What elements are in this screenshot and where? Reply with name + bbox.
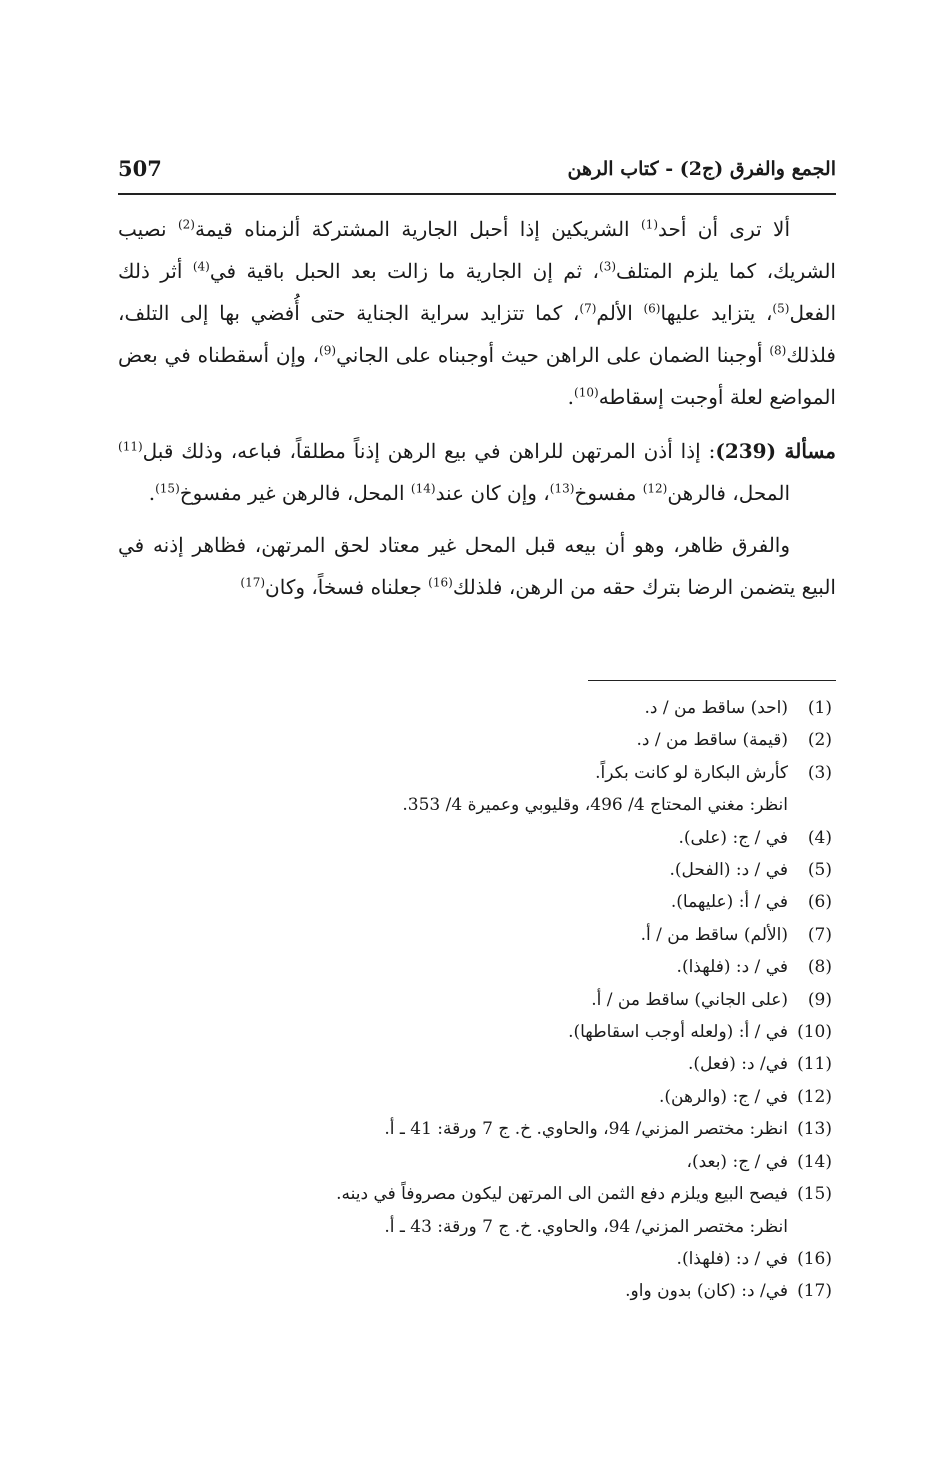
footnote-text: (الألم) ساقط من / أ. bbox=[640, 924, 788, 945]
footnote bbox=[212, 1146, 832, 1178]
text-run: أوجبنا الضمان على الراهن حيث أوجبناه على الجاني bbox=[336, 343, 770, 367]
text-run: ، ثم إن الجارية ما زالت بعد الحبل باقية في bbox=[209, 259, 600, 283]
footnote bbox=[212, 724, 832, 756]
footnote-number: (2) bbox=[807, 730, 832, 751]
page-number: 507 bbox=[118, 156, 162, 181]
footnote-text: في / أ: (ولعله أوجب اسقاطها). bbox=[568, 1022, 788, 1043]
footnote bbox=[212, 822, 832, 854]
footnote-number: (8) bbox=[807, 957, 832, 978]
footnote-number: (17) bbox=[797, 1281, 832, 1302]
footnote bbox=[212, 919, 832, 951]
footnote-text: في / ج: (بعد)، bbox=[686, 1151, 788, 1172]
footnotes bbox=[212, 692, 832, 1308]
masala-heading: مسألة (239) bbox=[715, 439, 837, 463]
footnote-text: في / د: (الفحل). bbox=[669, 860, 788, 881]
text-run: الألم bbox=[596, 301, 644, 325]
text-run: . bbox=[567, 385, 575, 409]
footnote-text: في/ د: (كان) بدون واو. bbox=[625, 1281, 788, 1302]
footnote-ref: (4) bbox=[192, 259, 210, 274]
text-run: ، يتزايد عليها bbox=[660, 301, 773, 325]
footnote-text: (على الجاني) ساقط من / أ. bbox=[591, 989, 788, 1010]
footnote-text: في / ج: (والرهن). bbox=[658, 1086, 788, 1107]
footnote-number: (15) bbox=[797, 1184, 832, 1205]
footnote bbox=[212, 1275, 832, 1307]
text-run: المحل، فالرهن bbox=[667, 481, 790, 505]
footnote-ref: (2) bbox=[177, 217, 195, 232]
paragraph-masala-239 bbox=[118, 430, 836, 514]
text-run: . bbox=[148, 481, 156, 505]
footnote-number: (3) bbox=[807, 762, 832, 783]
footnote bbox=[212, 951, 832, 983]
main-text bbox=[118, 208, 836, 608]
text-run: أثر ذلك الفعل bbox=[118, 259, 836, 325]
footnote-ref: (13) bbox=[549, 481, 575, 496]
footnote-text: (قيمة) ساقط من / د. bbox=[636, 730, 788, 751]
footnote-ref: (15) bbox=[155, 481, 180, 496]
footnote-text: في / أ: (عليهما). bbox=[670, 892, 788, 913]
footnote-ref: (5) bbox=[772, 301, 790, 316]
footnote-number: (1) bbox=[807, 698, 832, 718]
footnote-ref: (8) bbox=[769, 343, 787, 358]
footnote-text: (احد) ساقط من / د. bbox=[644, 698, 788, 718]
footnote-number: (10) bbox=[797, 1022, 832, 1043]
footnote-ref: (17) bbox=[240, 575, 266, 590]
footnote-ref: (3) bbox=[599, 259, 617, 274]
footnote-number: (16) bbox=[797, 1248, 832, 1269]
text-run: ، وإن أسقطناه في بعض المواضع لعلة أوجبت إسقاطه bbox=[118, 343, 836, 409]
text-run: ، كما تتزايد سراية الجناية حتى أُفضي بها إلى التلف، فلذلك bbox=[118, 301, 836, 367]
footnote-continuation: انظر: مختصر المزني/ 94، والحاوي. خ. ج 7 ورقة: 43 ـ أ. bbox=[384, 1216, 788, 1237]
paragraph-1 bbox=[118, 208, 836, 418]
footnote bbox=[212, 1178, 832, 1210]
footnote bbox=[212, 1048, 832, 1080]
footnote-ref: (14) bbox=[410, 481, 436, 496]
footnote-text: انظر: مختصر المزني/ 94، والحاوي. خ. ج 7 ورقة: 41 ـ أ. bbox=[384, 1119, 788, 1140]
footnote-number: (9) bbox=[807, 989, 832, 1010]
footnote bbox=[212, 854, 832, 886]
footnote-ref: (7) bbox=[579, 301, 597, 316]
footnote-ref: (9) bbox=[319, 343, 337, 358]
footnote-ref: (11) bbox=[118, 439, 143, 454]
text-run: ألا ترى أن أحد bbox=[658, 217, 790, 241]
footnote-text: في / د: (فلهذا). bbox=[676, 957, 788, 978]
footnote-number: (12) bbox=[797, 1086, 832, 1107]
footnote-rule bbox=[588, 680, 836, 681]
footnote bbox=[212, 1016, 832, 1048]
footnote bbox=[212, 1113, 832, 1145]
footnote-number: (4) bbox=[807, 827, 832, 848]
footnote-ref: (10) bbox=[574, 385, 599, 400]
text-run: مفسوخ bbox=[574, 481, 643, 505]
text-run: المحل، فالرهن غير مفسوخ bbox=[179, 481, 411, 505]
footnote-text: في / د: (فلهذا). bbox=[676, 1248, 788, 1269]
footnote bbox=[212, 1243, 832, 1275]
footnote bbox=[212, 1081, 832, 1113]
footnote-number: (6) bbox=[807, 892, 832, 913]
footnote-number: (7) bbox=[807, 924, 832, 945]
text-run: جعلناه فسخاً، وكان bbox=[265, 575, 429, 599]
footnote-ref: (6) bbox=[643, 301, 661, 316]
header-rule bbox=[118, 193, 836, 195]
footnote-number: (11) bbox=[797, 1054, 832, 1075]
footnote bbox=[212, 886, 832, 918]
footnote-ref: (16) bbox=[428, 575, 453, 590]
footnote bbox=[212, 692, 832, 724]
footnote-text: فيصح البيع ويلزم دفع الثمن الى المرتهن ليكون مصروفاً في دينه. bbox=[336, 1184, 788, 1205]
footnote-ref: (1) bbox=[640, 217, 658, 232]
text-run: : إذا أذن المرتهن للراهن في بيع الرهن إذناً مطلقاً، فباعه، وذلك قبل bbox=[142, 439, 716, 463]
text-run: الشريكين إذا أحبل الجارية المشتركة ألزمناه قيمة bbox=[194, 217, 641, 241]
text-run: والفرق ظاهر، وهو أن بيعه قبل المحل غير معتاد لحق المرتهن، فظاهر إذنه في البيع يتضمن الرضا بترك حقه من الرهن، فلذلك bbox=[118, 533, 836, 599]
paragraph-3 bbox=[118, 524, 836, 608]
footnote-continuation: انظر: مغني المحتاج 4/ 496، وقليوبي وعميرة 4/ 353. bbox=[402, 795, 788, 816]
footnote bbox=[212, 984, 832, 1016]
text-run: ، وإن كان عند bbox=[435, 481, 550, 505]
text-run: نصيب الشريك، كما يلزم المتلف bbox=[118, 217, 836, 283]
footnote-text: في / ج: (على). bbox=[678, 827, 788, 848]
footnote bbox=[212, 757, 832, 789]
footnote-number: (14) bbox=[797, 1151, 832, 1172]
page-header bbox=[118, 150, 836, 194]
footnote-ref: (12) bbox=[642, 481, 668, 496]
footnote-number: (13) bbox=[797, 1119, 832, 1140]
footnote-text: في/ د: (فعل). bbox=[688, 1054, 788, 1075]
footnote-text: كأرش البكارة لو كانت بكراً. bbox=[595, 762, 788, 783]
running-title: الجمع والفرق (ج2) - كتاب الرهن bbox=[567, 158, 836, 180]
footnote-number: (5) bbox=[807, 860, 832, 881]
